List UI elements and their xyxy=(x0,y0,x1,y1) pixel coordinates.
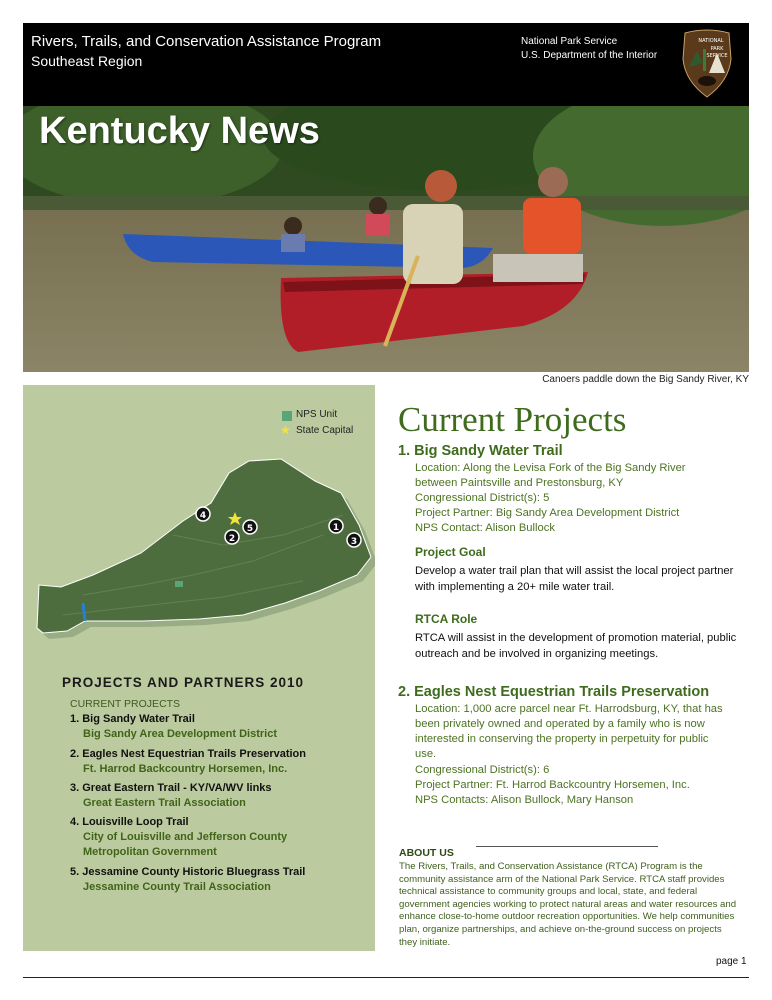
project-1-detail: between Paintsville and Prestonsburg, KY xyxy=(415,477,624,489)
project-goal-heading: Project Goal xyxy=(415,545,486,559)
list-item xyxy=(70,747,306,777)
project-name: 3. Great Eastern Trail - KY/VA/WV links xyxy=(70,782,272,794)
map-marker-4 xyxy=(196,507,210,521)
projects-panel xyxy=(23,385,375,951)
list-item xyxy=(70,712,277,742)
svg-text:4: 4 xyxy=(199,511,207,521)
project-2-detail: interested in conserving the property in perpetuity for public xyxy=(415,733,709,745)
svg-text:SERVICE: SERVICE xyxy=(706,53,728,59)
project-name: 1. Big Sandy Water Trail xyxy=(70,713,195,725)
project-2-detail: Location: 1,000 acre parcel near Ft. Harrodsburg, KY, that has xyxy=(415,703,723,715)
project-1-detail: Congressional District(s): 5 xyxy=(415,492,550,504)
svg-text:NATIONAL: NATIONAL xyxy=(698,38,724,44)
department-name: U.S. Department of the Interior xyxy=(521,50,658,61)
project-1-detail: NPS Contact: Alison Bullock xyxy=(415,522,555,534)
project-1-title: 1. Big Sandy Water Trail xyxy=(398,443,563,459)
star-icon: ★ xyxy=(280,423,291,437)
project-partner: Big Sandy Area Development District xyxy=(83,728,277,740)
current-projects-label: CURRENT PROJECTS xyxy=(70,698,181,710)
divider xyxy=(476,846,658,847)
legend-state-capital: State Capital xyxy=(296,425,354,436)
rtca-role-heading: RTCA Role xyxy=(415,612,478,626)
project-2-detail: NPS Contacts: Alison Bullock, Mary Hanson xyxy=(415,794,634,806)
legend-nps-unit: NPS Unit xyxy=(296,409,338,420)
svg-text:PARK: PARK xyxy=(710,46,724,52)
nps-arrowhead-logo xyxy=(679,29,735,99)
footer-divider xyxy=(23,977,749,978)
current-projects-heading: Current Projects xyxy=(398,400,627,439)
map-marker-3 xyxy=(347,533,361,547)
project-2-detail: Congressional District(s): 6 xyxy=(415,764,550,776)
project-partner: Great Eastern Trail Association xyxy=(83,797,246,809)
project-2-detail: Project Partner: Ft. Harrod Backcountry Horsemen, Inc. xyxy=(415,779,690,791)
project-partner: Ft. Harrod Backcountry Horsemen, Inc. xyxy=(83,763,288,775)
project-name: 5. Jessamine County Historic Bluegrass Trail xyxy=(70,866,306,878)
about-heading: ABOUT US xyxy=(399,847,454,859)
about-text: The Rivers, Trails, and Conservation Assistance (RTCA) Program is the community assistance arm of the National Park Service. RTCA staff provides technical assistance to community groups and local, state, and federal government agencies working to protect natural areas and water resources and enhance close-to-home outdoor recreation opportunities. We help communities plan, organize partnerships, and achieve on-the-ground success on projects they initiate. xyxy=(399,861,737,948)
project-2-detail: use. xyxy=(415,748,437,760)
svg-text:1: 1 xyxy=(332,523,340,533)
project-partner: City of Louisville and Jefferson County xyxy=(83,831,288,843)
photo-caption: Canoers paddle down the Big Sandy River, KY xyxy=(542,374,749,385)
map-marker-5 xyxy=(243,520,257,534)
project-partner: Jessamine County Trail Association xyxy=(83,881,271,893)
project-1-detail: Project Partner: Big Sandy Area Development District xyxy=(415,507,680,519)
project-goal-text: Develop a water trail plan that will assist the local project partner with implementing a 20+ mile water trail. xyxy=(415,565,734,593)
svg-text:5: 5 xyxy=(246,524,254,534)
project-2-title: 2. Eagles Nest Equestrian Trails Preservation xyxy=(398,684,710,700)
project-name: 2. Eagles Nest Equestrian Trails Preservation xyxy=(70,748,306,760)
page-number: page 1 xyxy=(716,956,747,967)
program-title: Rivers, Trails, and Conservation Assistance Program xyxy=(31,33,382,50)
list-item xyxy=(70,865,305,895)
project-1-detail: Location: Along the Levisa Fork of the Big Sandy River xyxy=(415,462,686,474)
list-item xyxy=(70,781,272,811)
program-region: Southeast Region xyxy=(31,53,143,69)
project-partner: Metropolitan Government xyxy=(83,846,217,858)
header-bar xyxy=(23,23,749,106)
newsletter-title: Kentucky News xyxy=(39,110,320,152)
svg-text:2: 2 xyxy=(228,534,236,544)
projects-partners-title: PROJECTS AND PARTNERS 2010 xyxy=(62,675,305,690)
map-marker-1 xyxy=(329,519,343,533)
nps-unit-swatch xyxy=(282,411,292,421)
list-item xyxy=(70,815,287,860)
rtca-role-text: RTCA will assist in the development of promotion material, public outreach and be involved in organizing meetings. xyxy=(415,632,737,660)
hero-photo xyxy=(23,106,749,372)
agency-name: National Park Service xyxy=(521,36,618,47)
map-marker-2 xyxy=(225,530,239,544)
project-2-detail: been privately owned and operated by a family who is now xyxy=(415,718,705,730)
project-name: 4. Louisville Loop Trail xyxy=(70,816,189,828)
svg-text:3: 3 xyxy=(350,537,358,547)
